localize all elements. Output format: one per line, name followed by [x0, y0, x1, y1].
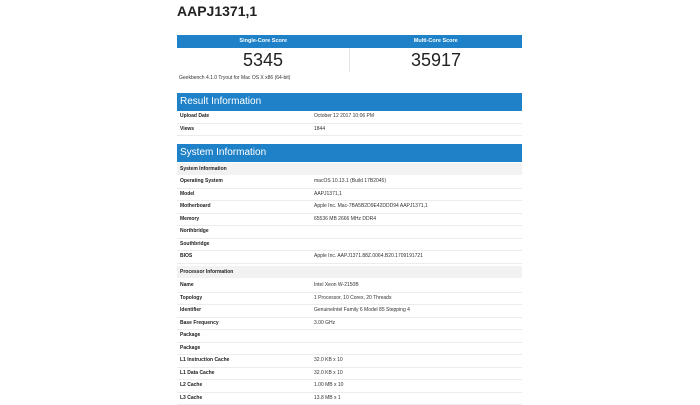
row-value: 1844 — [314, 124, 522, 136]
benchmark-version: Geekbench 4.1.0 Tryout for Mac OS X x86 (64-bit) — [179, 75, 290, 81]
table-row — [177, 305, 522, 318]
row-value — [314, 226, 522, 238]
table-row — [177, 280, 522, 293]
multi-core-score: 35917 — [350, 48, 522, 72]
row-key: L2 Cache — [177, 380, 314, 392]
table-row — [177, 201, 522, 214]
row-key: BIOS — [177, 251, 314, 263]
score-values — [177, 48, 522, 72]
row-key: L1 Data Cache — [177, 368, 314, 380]
row-key: Base Frequency — [177, 318, 314, 330]
row-key: Views — [177, 124, 314, 136]
row-value: 32.0 KB x 10 — [314, 368, 522, 380]
table-row — [177, 251, 522, 264]
table-row — [177, 368, 522, 381]
row-key: Identifier — [177, 305, 314, 317]
table-row — [177, 111, 522, 124]
row-key: L1 Instruction Cache — [177, 355, 314, 367]
row-key: Southbridge — [177, 239, 314, 251]
processor-subheader: Processor Information — [177, 266, 522, 278]
row-value: macOS 10.13.1 (Build 17B2045) — [314, 176, 522, 188]
table-row — [177, 124, 522, 137]
table-row — [177, 318, 522, 331]
row-key: Package — [177, 343, 314, 355]
row-value — [314, 343, 522, 355]
row-value: Apple Inc. AAPJ1371.88Z.0064.B20.1709191721 — [314, 251, 522, 263]
row-key: Memory — [177, 214, 314, 226]
row-value: Apple Inc. Mac-7BA5B2D9E42DDD94 AAPJ1371,1 — [314, 201, 522, 213]
row-value: 3.00 GHz — [314, 318, 522, 330]
result-table — [177, 111, 522, 136]
row-key: Northbridge — [177, 226, 314, 238]
table-row — [177, 189, 522, 202]
row-value: 32.0 KB x 10 — [314, 355, 522, 367]
table-row — [177, 343, 522, 356]
row-value — [314, 330, 522, 342]
row-key: Model — [177, 189, 314, 201]
table-row — [177, 176, 522, 189]
processor-table — [177, 280, 522, 405]
system-table — [177, 176, 522, 264]
row-key: Package — [177, 330, 314, 342]
table-row — [177, 355, 522, 368]
row-value: 1.00 MB x 10 — [314, 380, 522, 392]
row-value — [314, 239, 522, 251]
table-row — [177, 239, 522, 252]
row-value: 13.8 MB x 1 — [314, 393, 522, 405]
multi-core-label: Multi-Core Score — [350, 35, 523, 48]
row-value: AAPJ1371,1 — [314, 189, 522, 201]
single-core-label: Single-Core Score — [177, 35, 350, 48]
row-key: Operating System — [177, 176, 314, 188]
table-row — [177, 226, 522, 239]
row-key: Name — [177, 280, 314, 292]
table-row — [177, 380, 522, 393]
table-row — [177, 393, 522, 405]
table-row — [177, 330, 522, 343]
row-key: Topology — [177, 293, 314, 305]
row-value: 65536 MB 2666 MHz DDR4 — [314, 214, 522, 226]
table-row — [177, 214, 522, 227]
row-key: Motherboard — [177, 201, 314, 213]
table-row — [177, 293, 522, 306]
row-key: Upload Date — [177, 111, 314, 123]
score-header — [177, 35, 522, 48]
single-core-score: 5345 — [177, 48, 350, 72]
system-information-header: System Information — [177, 144, 522, 162]
result-information-header: Result Information — [177, 93, 522, 111]
row-value: GenuineIntel Family 6 Model 85 Stepping 4 — [314, 305, 522, 317]
row-value: Intel Xeon W-2150B — [314, 280, 522, 292]
system-subheader: System Information — [177, 163, 522, 175]
page-title: AAPJ1371,1 — [177, 3, 257, 19]
row-value: October 12 2017 10:06 PM — [314, 111, 522, 123]
row-key: L3 Cache — [177, 393, 314, 405]
row-value: 1 Processor, 10 Cores, 20 Threads — [314, 293, 522, 305]
